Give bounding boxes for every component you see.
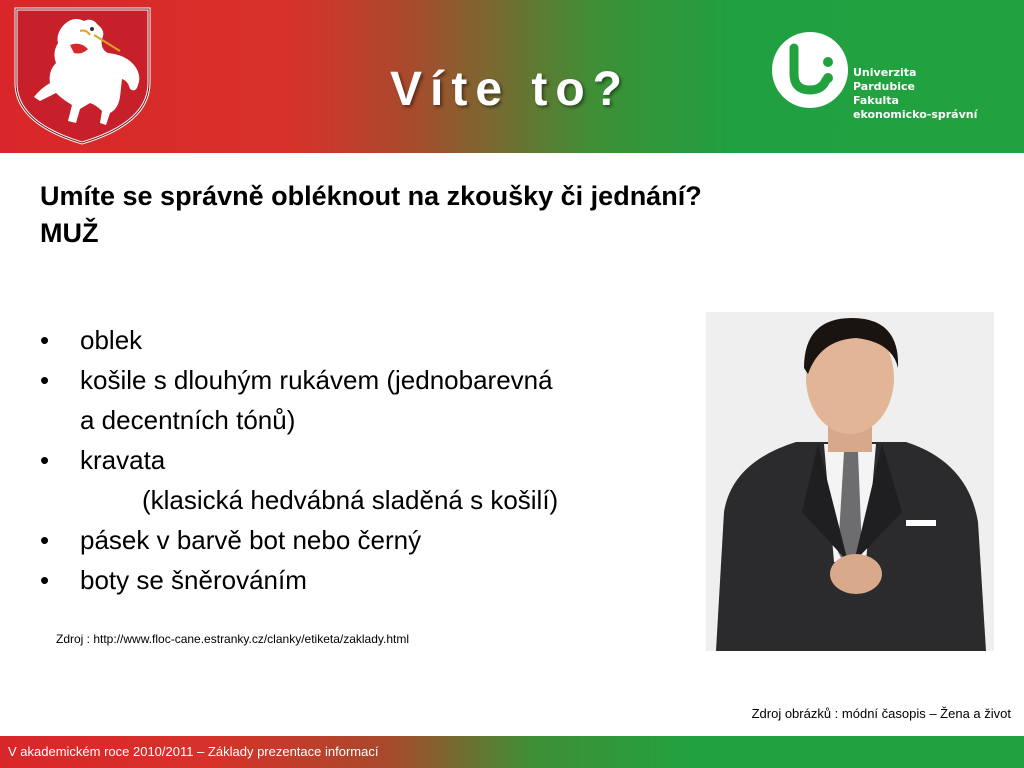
list-item-text: pásek v barvě bot nebo černý (80, 525, 422, 555)
logo-line-1: Univerzita (853, 66, 917, 79)
man-in-suit-photo (706, 312, 994, 651)
slide-footer (0, 736, 1024, 768)
bullet-icon: • (40, 445, 50, 475)
list-item (40, 360, 680, 440)
list-item (40, 440, 680, 520)
list-item-subtext: (klasická hedvábná sladěná s košilí) (142, 485, 559, 515)
list-item (40, 520, 680, 560)
bullet-icon: • (40, 525, 50, 555)
logo-line-3: Fakulta (853, 94, 899, 107)
bullet-list (40, 320, 680, 600)
list-item-text: oblek (80, 325, 143, 355)
white-horse-crest-icon (10, 5, 155, 145)
logo-line-4: ekonomicko-správní (853, 108, 978, 121)
slide-title: Víte to? (390, 63, 630, 116)
list-item (40, 560, 680, 600)
photo-credit: Zdroj obrázků : módní časopis – Žena a život (751, 706, 1011, 721)
list-item-text: boty se šněrováním (80, 565, 307, 595)
bullet-icon: • (40, 365, 50, 395)
slide-header (0, 0, 1024, 153)
slide-heading (40, 178, 702, 252)
logo-line-2: Pardubice (853, 80, 915, 93)
list-item-text: košile s dlouhým rukávem (jednobarevná (80, 365, 553, 395)
university-logo-text (853, 66, 977, 122)
heading-subject: MUŽ (40, 218, 99, 248)
bullet-icon: • (40, 565, 50, 595)
list-item-text: kravata (80, 445, 166, 475)
heading-question: Umíte se správně obléknout na zkoušky či jednání? (40, 181, 702, 211)
list-item-continuation: a decentních tónů) (80, 405, 296, 435)
source-note: Zdroj : http://www.floc-cane.estranky.cz/clanky/etiketa/zaklady.html (56, 632, 410, 646)
bullet-icon: • (40, 325, 50, 355)
list-item (40, 320, 680, 360)
footer-text: V akademickém roce 2010/2011 – Základy prezentace informací (8, 744, 379, 759)
